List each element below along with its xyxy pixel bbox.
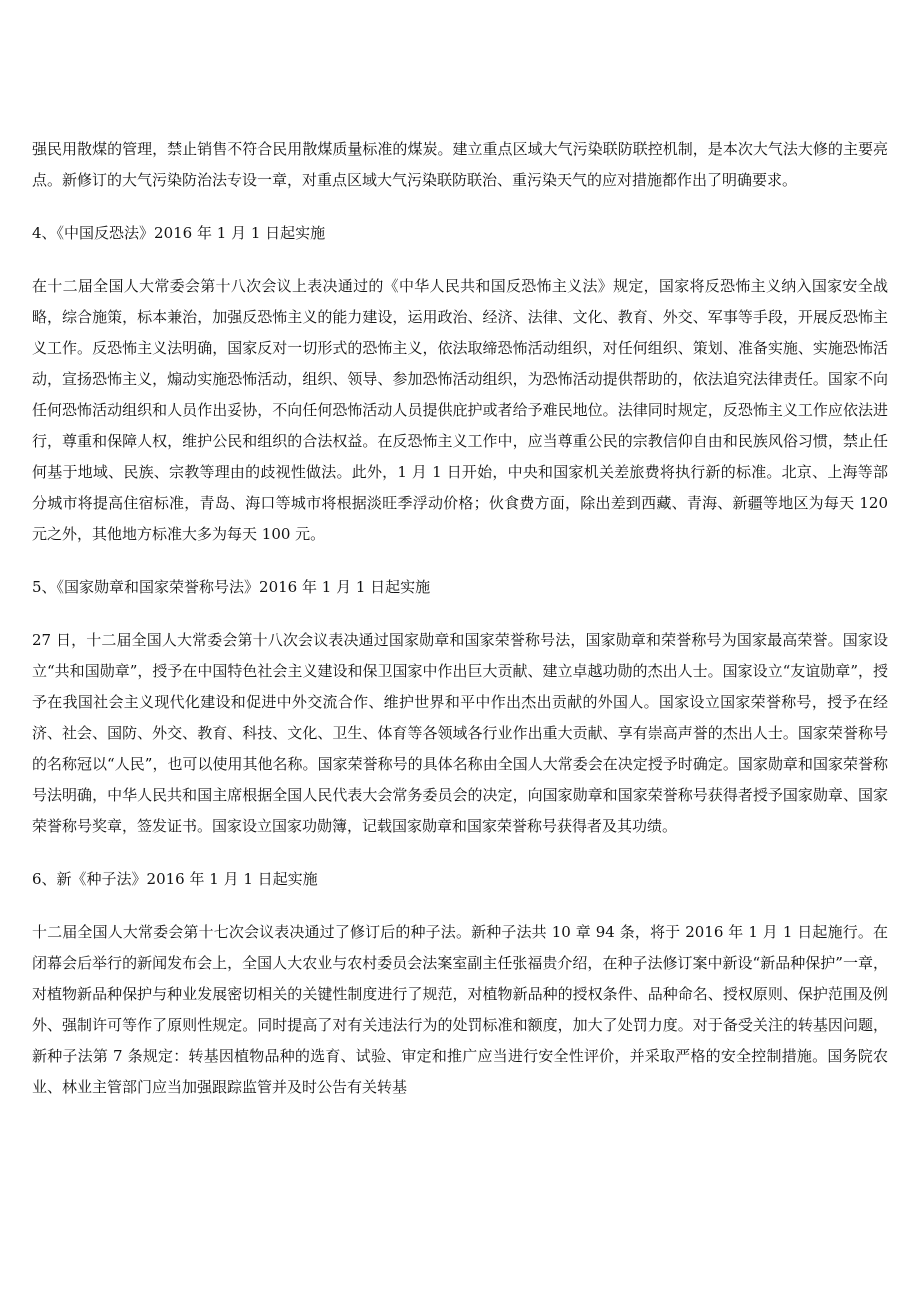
- paragraph-seed-law: 十二届全国人大常委会第十七次会议表决通过了修订后的种子法。新种子法共 10 章 94 条，将于 2016 年 1 月 1 日起施行。在闭幕会后举行的新闻发布会上，全国人大农业与农村委员会法案室副主任张福贵介绍，在种子法修订案中新设“新品种保护”一章，对植物新品种保护与种业发展密切相关的关键性制度进行了规范，对植物新品种的授权条件、品种命名、授权原则、保护范围及例外、强制许可等作了原则性规定。同时提高了对有关违法行为的处罚标准和额度，加大了处罚力度。对于备受关注的转基因问题，新种子法第 7 条规定：转基因植物品种的选育、试验、审定和推广应当进行安全性评价，并采取严格的安全控制措施。国务院农业、林业主管部门应当加强跟踪监管并及时公告有关转基: [32, 923, 888, 1096]
- heading-seed-law: 6、新《种子法》2016 年 1 月 1 日起实施: [32, 870, 318, 888]
- heading-anti-terrorism-law: 4、《中国反恐法》2016 年 1 月 1 日起实施: [32, 224, 326, 242]
- paragraph-anti-terrorism-law: 在十二届全国人大常委会第十八次会议上表决通过的《中华人民共和国反恐怖主义法》规定，国家将反恐怖主义纳入国家安全战略，综合施策，标本兼治，加强反恐怖主义的能力建设，运用政治、经济、法律、文化、教育、外交、军事等手段，开展反恐怖主义工作。反恐怖主义法明确，国家反对一切形式的恐怖主义，依法取缔恐怖活动组织，对任何组织、策划、准备实施、实施恐怖活动，宣扬恐怖主义，煽动实施恐怖活动，组织、领导、参加恐怖活动组织，为恐怖活动提供帮助的，依法追究法律责任。国家不向任何恐怖活动组织和人员作出妥协，不向任何恐怖活动人员提供庇护或者给予难民地位。法律同时规定，反恐怖主义工作应依法进行，尊重和保障人权，维护公民和组织的合法权益。在反恐怖主义工作中，应当尊重公民的宗教信仰自由和民族风俗习惯，禁止任何基于地域、民族、宗教等理由的歧视性做法。此外，1 月 1 日开始，中央和国家机关差旅费将执行新的标准。北京、上海等部分城市将提高住宿标准，青岛、海口等城市将根据淡旺季浮动价格；伙食费方面，除出差到西藏、青海、新疆等地区为每天 120 元之外，其他地方标准大多为每天 100 元。: [32, 277, 888, 543]
- heading-honors-law: 5、《国家勋章和国家荣誉称号法》2016 年 1 月 1 日起实施: [32, 578, 431, 596]
- document-page: [32, 134, 888, 1103]
- paragraph-air-pollution: 强民用散煤的管理，禁止销售不符合民用散煤质量标准的煤炭。建立重点区域大气污染联防联控机制，是本次大气法大修的主要亮点。新修订的大气污染防治法专设一章，对重点区域大气污染联防联治、重污染天气的应对措施都作出了明确要求。: [32, 140, 888, 189]
- paragraph-honors-law: 27 日，十二届全国人大常委会第十八次会议表决通过国家勋章和国家荣誉称号法，国家勋章和荣誉称号为国家最高荣誉。国家设立“共和国勋章”，授予在中国特色社会主义建设和保卫国家中作出巨大贡献、建立卓越功勋的杰出人士。国家设立“友谊勋章”，授予在我国社会主义现代化建设和促进中外交流合作、维护世界和平中作出杰出贡献的外国人。国家设立国家荣誉称号，授予在经济、社会、国防、外交、教育、科技、文化、卫生、体育等各领域各行业作出重大贡献、享有崇高声誉的杰出人士。国家荣誉称号的名称冠以“人民”，也可以使用其他名称。国家荣誉称号的具体名称由全国人大常委会在决定授予时确定。国家勋章和国家荣誉称号法明确，中华人民共和国主席根据全国人民代表大会常务委员会的决定，向国家勋章和国家荣誉称号获得者授予国家勋章、国家荣誉称号奖章，签发证书。国家设立国家功勋簿，记载国家勋章和国家荣誉称号获得者及其功绩。: [32, 631, 888, 835]
